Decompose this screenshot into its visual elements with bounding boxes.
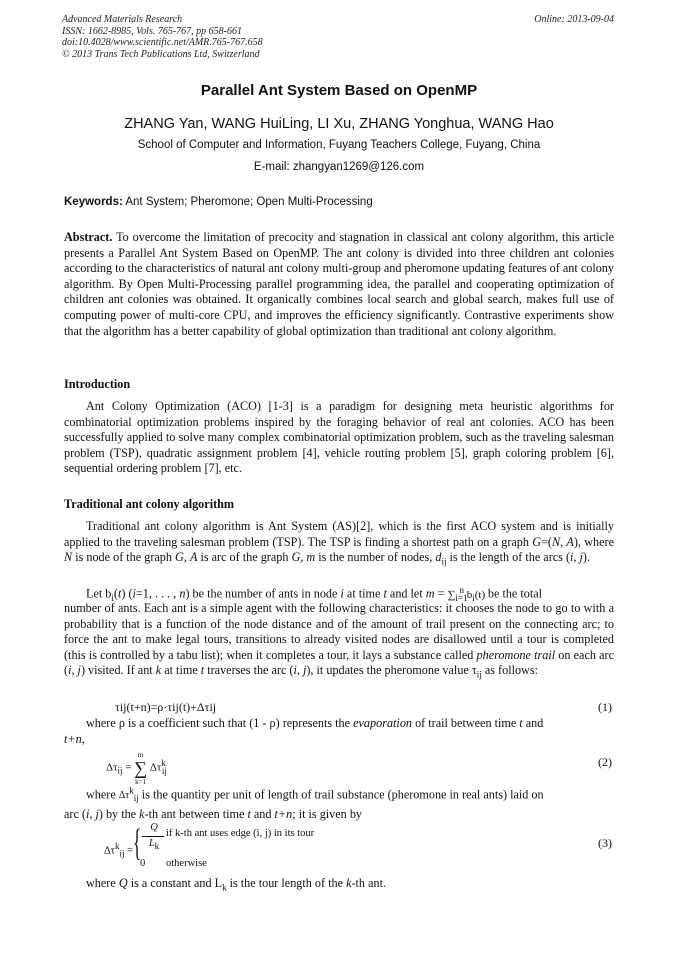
email[interactable]: E-mail: zhangyan1269@126.com (253, 161, 425, 173)
traditional-p3: where ρ is a coefficient such that (1 - ρ) represents the evaporation of trail between time t and t+n, (64, 716, 544, 746)
equation-2-number: (2) (598, 755, 612, 769)
traditional-p1: Traditional ant colony algorithm is Ant System (AS)[2], which is the first ACO system and is initially applied to the traveling salesman problem (TSP). The TSP is finding a shortest path on a graph G=(N, A), where N is node of the graph G, A is arc of the graph G, m is the number of nodes, $d_{ij}$ is the length of the arcs (i, j). (64, 519, 614, 567)
journal-header (62, 14, 263, 60)
affiliation: School of Computer and Information, Fuyang Teachers College, Fuyang, China (137, 139, 541, 151)
issn-line: ISSN: 1662-8985, Vols. 765-767, pp 658-661 (62, 25, 242, 37)
equation-3-number: (3) (598, 836, 612, 850)
eq3-case2-value: 0 (140, 858, 146, 869)
keywords-text: Ant System; Pheromone; Open Multi-Processing (125, 196, 373, 208)
intro-heading: Introduction (64, 377, 131, 391)
traditional-p5: where Q is a constant and $L_k$ is the tour length of the k-th ant. (86, 876, 387, 893)
paper-title: Parallel Ant System Based on OpenMP (200, 82, 478, 99)
abstract-text: To overcome the limitation of precocity and stagnation in classical ant colony algorithm, this article presents a Parallel Ant System Based on OpenMP. The ant colony is divided into three children ant colonies according to the characteristics of natural ant colony multi-group and pheromone updating features of ant colony algorithm. By Open Multi-Processing parallel programming idea, the parallel and cooperating optimization of children ant colonies was obtained. It organically combines local search and global search, makes full use of computing power of multi-core CPU, and improves the efficiency significantly. Contrastive experiments show that the algorithm has a better capability of global optimization than traditional ant colony algorithm. (64, 230, 614, 338)
keywords (64, 196, 373, 208)
traditional-p4: where $\Delta\tau^k_{ij}$ is the quantity per unit of length of trail substance (pheromone in real ants) laid on arc (i, j) by the k-th ant between time t and t+n; it is given by (64, 786, 544, 821)
equation-2: $\Delta\tau_{ij} = m$ ∑ k=1 $\Delta\tau^k_{ij}$ (106, 751, 167, 786)
doi-line[interactable]: doi:10.4028/www.scientific.net/AMR.765-767.658 (62, 37, 263, 48)
authors: ZHANG Yan, WANG HuiLing, LI Xu, ZHANG Yonghua, WANG Hao (124, 116, 554, 132)
keywords-label: Keywords: (64, 196, 123, 208)
traditional-p2-first: Let $b_i(t)$ (i=1, . . . , n) be the number of ants in node i at time t and let $m = \sum_{i=1}^n$ $b_i(t)$ be the total (86, 585, 543, 604)
eq3-case2: otherwise (166, 858, 207, 869)
abstract-label: Abstract. (64, 230, 113, 244)
online-date: Online: 2013-09-04 (534, 14, 614, 25)
equation-1: τij(t+n)=ρ·τij(t)+Δτij (115, 700, 217, 714)
sum-formula: $\sum_{i=1}^n$ $b_i(t)$ (447, 585, 488, 603)
equation-1-number: (1) (598, 700, 612, 714)
traditional-p2-rest: number of ants. Each ant is a simple agent with the following characteristics: it chooses the node to go to with a probability that is a function of the node distance and of the amount of trail present on the connecting arc; to force the ant to make legal tours, transitions to already visited nodes are disallowed until a tour is completed (this is controlled by a tabu list); when it completes a tour, it lays a substance called pheromone trail on each arc (i, j) visited. If ant k at time t traverses the arc (i, j), it updates the pheromone value $\tau_{ij}$ as follows: (64, 601, 614, 680)
eq3-case1: if k-th ant uses edge (i, j) in its tour (166, 828, 315, 839)
abstract (64, 230, 614, 339)
journal-name: Advanced Materials Research (62, 14, 183, 25)
intro-text: Ant Colony Optimization (ACO) [1-3] is a paradigm for designing meta heuristic algorithms for combinatorial optimization problems inspired by the foraging behavior of real ant colonies. ACO has been successfully applied to solve many complex combinatorial optimization problem, such as the traveling salesman problem (TSP), quadratic assignment problem [4], vehicle routing problem [5], graph coloring problem [6], sequential ordering problem [7], etc. (64, 399, 614, 476)
traditional-heading: Traditional ant colony algorithm (64, 497, 235, 511)
copyright-line: © 2013 Trans Tech Publications Ltd, Switzerland (62, 48, 260, 60)
